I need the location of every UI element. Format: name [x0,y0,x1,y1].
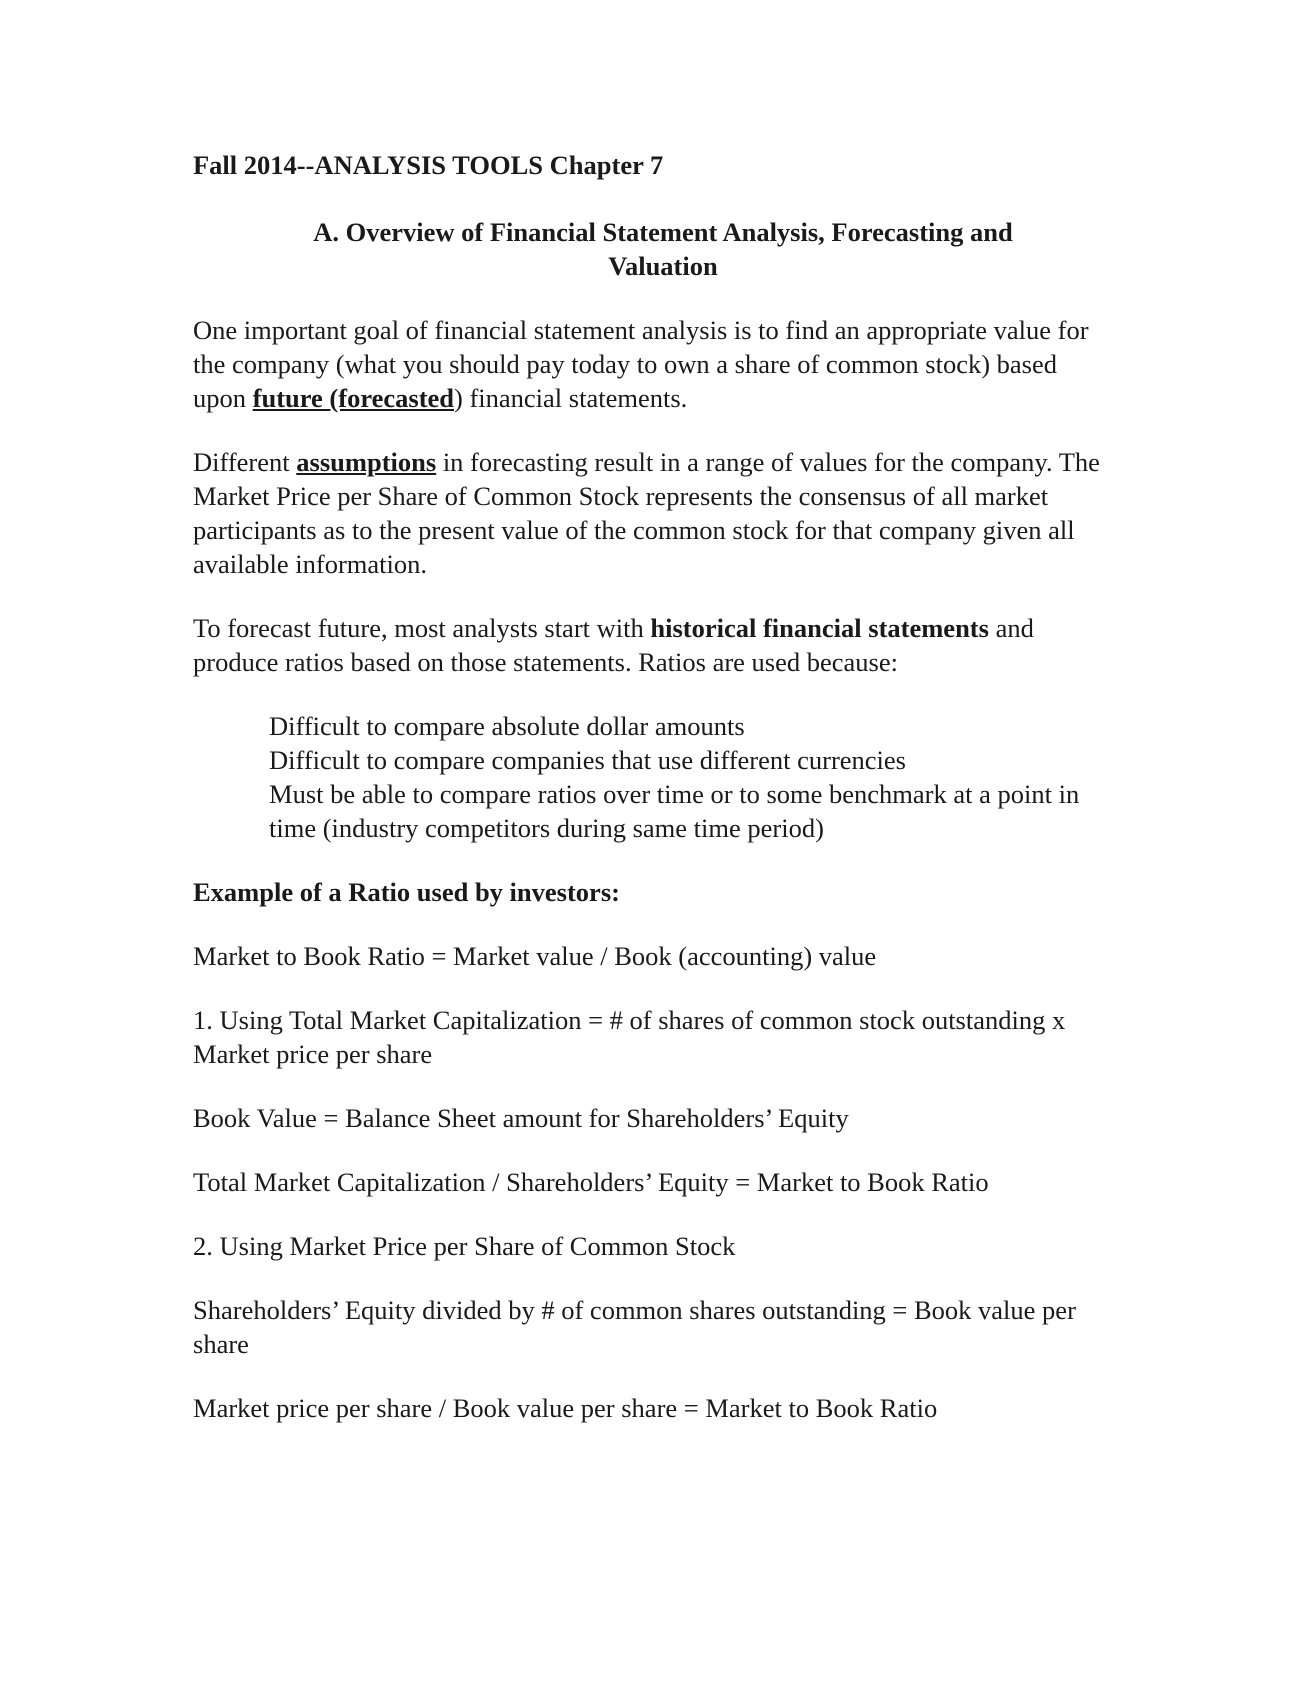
paragraph-goal-text: One important goal of financial statement analysis is to find an appropriate value for the company (what you should pay today to own a share of common stock) based upon [193,315,1089,413]
paragraph-assumptions [193,445,1113,581]
section-heading-line-1: A. Overview of Financial Statement Analysis, Forecasting and [313,217,1013,247]
paragraph-goal [193,313,1113,415]
method-2-title: 2. Using Market Price per Share of Common Stock [193,1231,736,1261]
course-title: Fall 2014--ANALYSIS TOOLS Chapter 7 [193,150,664,180]
method-1-ratio: Total Market Capitalization / Shareholders’ Equity = Market to Book Ratio [193,1167,989,1197]
method-2-ratio: Market price per share / Book value per share = Market to Book Ratio [193,1393,938,1423]
paragraph-forecast [193,611,1113,679]
assumptions-emphasis: assumptions [296,447,437,477]
future-forecasted-emphasis: future (forecasted [252,383,455,413]
example-heading: Example of a Ratio used by investors: [193,877,620,907]
paragraph-forecast-text-end: and produce ratios based on those statements. Ratios are used because: [193,613,1034,677]
reason-item: Difficult to compare absolute dollar amounts [269,711,745,741]
method-1-title: 1. Using Total Market Capitalization = # of shares of common stock outstanding x Market price per share [193,1005,1066,1069]
paragraph-assumptions-text: Different [193,447,297,477]
section-heading [193,215,1113,283]
reason-item: Difficult to compare companies that use different currencies [269,745,906,775]
method-1-book-value: Book Value = Balance Sheet amount for Shareholders’ Equity [193,1103,849,1133]
reasons-list [193,709,1113,845]
section-heading-line-2: Valuation [608,251,718,281]
reason-item: Must be able to compare ratios over time or to some benchmark at a point in time (industry competitors during same time period) [269,779,1080,843]
paragraph-goal-text-end: ) financial statements. [454,383,688,413]
document-page [193,148,1113,1425]
paragraph-assumptions-text-end: in forecasting result in a range of values for the company. The Market Price per Share of Common Stock represents the consensus of all market participants as to the present value of the common stock for that company given all available information. [193,447,1100,579]
paragraph-forecast-text: To forecast future, most analysts start with [193,613,651,643]
historical-statements-emphasis: historical financial statements [650,613,989,643]
formula-market-to-book: Market to Book Ratio = Market value / Book (accounting) value [193,941,877,971]
method-2-book-value-per-share: Shareholders’ Equity divided by # of common shares outstanding = Book value per share [193,1295,1076,1359]
